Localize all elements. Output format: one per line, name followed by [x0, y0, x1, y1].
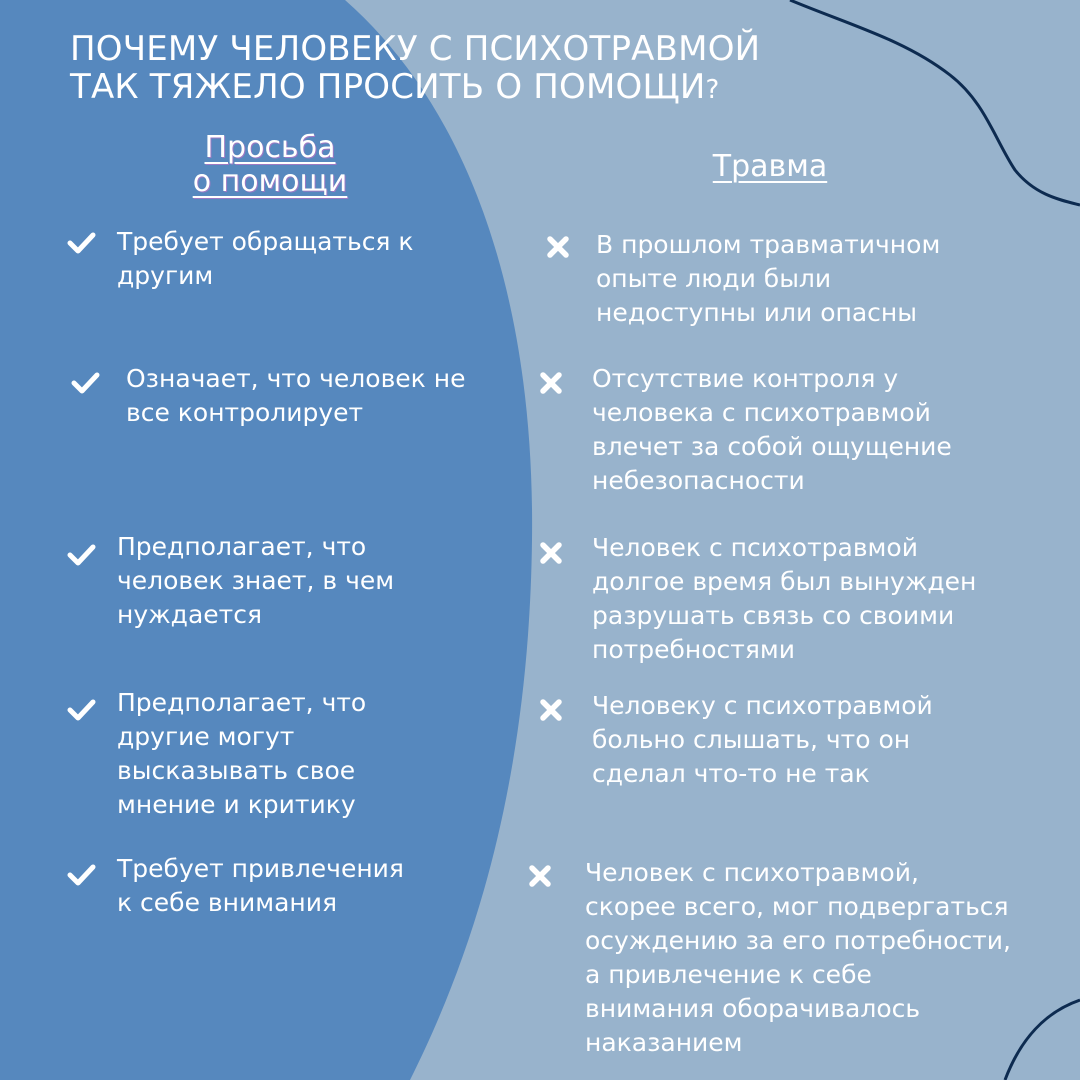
right-item-5-line-2: скорее всего, мог подвергаться	[585, 892, 1009, 921]
right-item-2-line-3: влечет за собой ощущение	[592, 432, 952, 461]
title-line-1: ПОЧЕМУ ЧЕЛОВЕКУ С ПСИХОТРАВМОЙ	[70, 29, 761, 69]
left-item-4-line-4: мнение и критику	[117, 790, 356, 819]
check-icon	[66, 695, 96, 725]
right-item-4-line-1: Человеку с психотравмой	[592, 691, 933, 720]
left-item-1-line-2: другим	[117, 261, 214, 290]
right-item-4-text	[592, 689, 933, 791]
right-item-3-line-4: потребностями	[592, 635, 795, 664]
check-icon	[66, 860, 96, 890]
left-item-3-line-3: нуждается	[117, 600, 262, 629]
right-item-5-line-4: а привлечение к себе	[585, 960, 872, 989]
check-icon	[66, 540, 96, 570]
right-item-5-text	[585, 856, 1011, 1060]
cross-icon	[527, 863, 553, 889]
left-item-2-line-1: Означает, что человек не	[126, 364, 466, 393]
right-item-1-text	[596, 228, 940, 330]
left-item-4-text	[117, 686, 366, 822]
right-item-1-line-2: опыте люди были	[596, 264, 832, 293]
cross-icon	[545, 234, 571, 260]
right-item-5-line-1: Человек с психотравмой,	[585, 858, 919, 887]
right-item-5-line-6: наказанием	[585, 1028, 743, 1057]
right-item-2-line-1: Отсутствие контроля у	[592, 364, 899, 393]
left-item-3-line-2: человек знает, в чем	[117, 566, 395, 595]
right-item-3-text	[592, 531, 976, 667]
left-item-3-line-1: Предполагает, что	[117, 532, 367, 561]
right-item-2-line-4: небезопасности	[592, 466, 805, 495]
page-title	[70, 30, 760, 109]
left-item-5-line-2: к себе внимания	[117, 888, 338, 917]
left-item-1-text	[117, 225, 414, 293]
right-item-3-line-2: долгое время был вынужден	[592, 567, 977, 596]
right-item-2-line-2: человека с психотравмой	[592, 398, 931, 427]
cross-icon	[538, 370, 564, 396]
left-item-2-line-2: все контролирует	[126, 398, 364, 427]
left-item-3-text	[117, 530, 394, 632]
cross-icon	[538, 540, 564, 566]
check-icon	[66, 228, 96, 258]
column-heading-request-help-line-1: Просьба	[204, 130, 336, 165]
right-item-5-line-5: внимания оборачивалось	[585, 994, 921, 1023]
left-item-1-line-1: Требует обращаться к	[117, 227, 414, 256]
title-line-2: ТАК ТЯЖЕЛО ПРОСИТЬ О ПОМОЩИ	[70, 67, 706, 107]
check-icon	[70, 368, 100, 398]
right-item-3-line-1: Человек с психотравмой	[592, 533, 918, 562]
column-heading-request-help-line-2: о помощи	[192, 164, 348, 199]
title-question-mark: ?	[705, 75, 720, 105]
left-item-4-line-2: другие могут	[117, 722, 295, 751]
cross-icon	[538, 697, 564, 723]
right-item-4-line-2: больно слышать, что он	[592, 725, 911, 754]
right-item-5-line-3: осуждению за его потребности,	[585, 926, 1011, 955]
left-item-5-line-1: Требует привлечения	[117, 854, 404, 883]
left-item-4-line-1: Предполагает, что	[117, 688, 367, 717]
left-item-4-line-3: высказывать свое	[117, 756, 356, 785]
right-item-2-text	[592, 362, 952, 498]
right-item-3-line-3: разрушать связь со своими	[592, 601, 955, 630]
column-heading-trauma: Травма	[712, 149, 828, 184]
column-heading-request-help	[150, 131, 390, 199]
left-item-5-text	[117, 852, 404, 920]
left-item-2-text	[126, 362, 465, 430]
right-item-4-line-3: сделал что-то не так	[592, 759, 870, 788]
right-item-1-line-1: В прошлом травматичном	[596, 230, 941, 259]
right-item-1-line-3: недоступны или опасны	[596, 298, 917, 327]
